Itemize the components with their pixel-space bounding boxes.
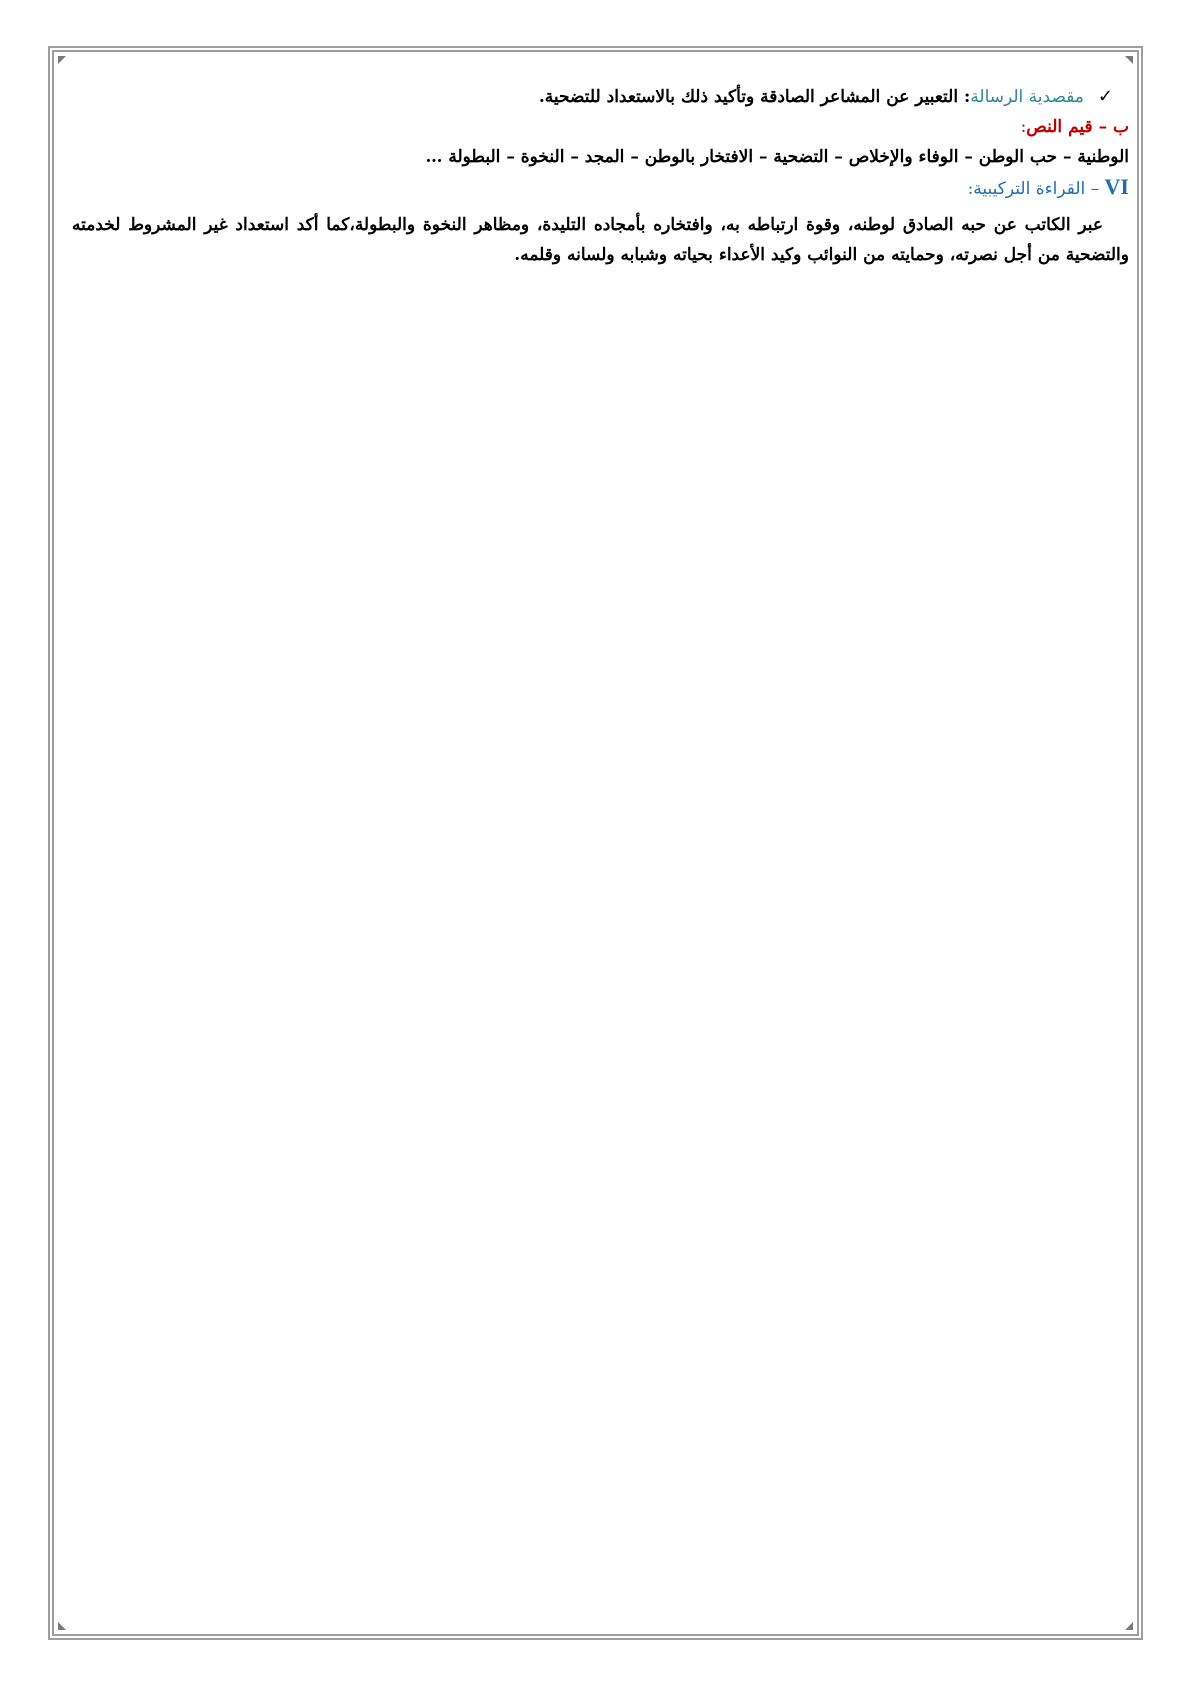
message-purpose-label: مقصدية الرسالة	[970, 87, 1084, 107]
message-purpose-text: التعبير عن المشاعر الصادقة وتأكيد ذلك بالاستعداد للتضحية.	[538, 87, 964, 107]
corner-ornament-top-left	[58, 56, 66, 64]
document-body	[72, 82, 1129, 270]
section-numeral: VI	[1104, 174, 1129, 199]
values-heading: ب – قيم النص	[1026, 117, 1129, 137]
page-border	[48, 46, 1143, 1640]
synthesis-paragraph: عبر الكاتب عن حبه الصادق لوطنه، وقوة ارتباطه به، وافتخاره بأمجاده التليدة، ومظاهر النخوة والبطولة،كما أكد استعداد غير المشروط لخدمته والتضحية من أجل نصرته، وحمايته من النوائب وكيد الأعداء بحياته وشبابه ولسانه وقلمه.	[72, 215, 1129, 265]
synthesis-heading: – القراءة التركيبية:	[967, 179, 1105, 199]
corner-ornament-bottom-left	[58, 1622, 66, 1630]
corner-ornament-top-right	[1125, 56, 1133, 64]
message-purpose-line	[72, 82, 1129, 112]
checkmark-icon: ✓	[1097, 86, 1113, 107]
values-heading-colon: :	[1020, 117, 1027, 137]
corner-ornament-bottom-right	[1125, 1622, 1133, 1630]
synthesis-heading-line	[72, 172, 1129, 204]
values-heading-line	[72, 112, 1129, 142]
values-list: الوطنية – حب الوطن – الوفاء والإخلاص – التضحية – الافتخار بالوطن – المجد – النخوة – البطولة …	[425, 147, 1129, 167]
label-colon: :	[964, 87, 971, 107]
